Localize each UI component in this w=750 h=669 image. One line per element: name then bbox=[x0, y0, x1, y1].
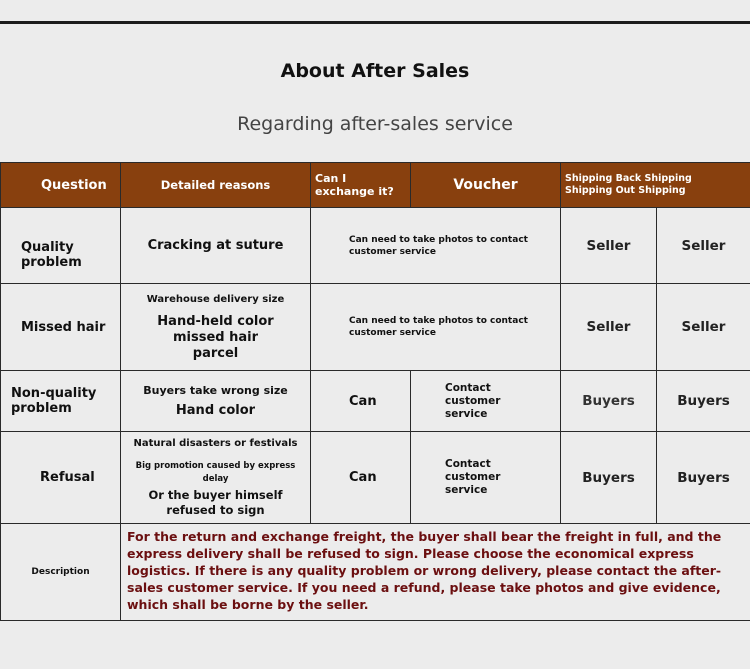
exchange-cell: Can need to take photos to contact customer service bbox=[311, 208, 561, 284]
shipping-back-cell: Seller bbox=[561, 284, 657, 371]
shipping-back-cell: Buyers bbox=[561, 432, 657, 524]
reason-text: Buyers take wrong size bbox=[143, 383, 288, 397]
question-cell: Missed hair bbox=[1, 284, 121, 371]
reason-text: Or the buyer himself refused to sign bbox=[148, 488, 283, 517]
table-header-row bbox=[1, 163, 750, 208]
after-sales-table bbox=[0, 162, 750, 621]
reasons-cell bbox=[121, 284, 311, 371]
reason-text: Natural disasters or festivals bbox=[133, 438, 298, 449]
reason-text: Cracking at suture bbox=[147, 237, 284, 253]
exchange-cell: Can bbox=[311, 432, 411, 524]
table-row bbox=[1, 208, 750, 284]
reasons-cell bbox=[121, 208, 311, 284]
question-cell: Non-quality problem bbox=[1, 371, 121, 432]
table-row bbox=[1, 371, 750, 432]
shipping-out-cell: Seller bbox=[657, 284, 750, 371]
reason-text: Hand-held color missed hair parcel bbox=[157, 313, 274, 361]
column-header-voucher: Voucher bbox=[411, 163, 561, 208]
table-row bbox=[1, 432, 750, 524]
voucher-cell: Contact customer service bbox=[411, 371, 561, 432]
description-text: For the return and exchange freight, the buyer shall bear the freight in full, and the express delivery shall be refused to sign. Please choose the economical express logistics. If there is any quality problem or wrong delivery, please contact the after-sales customer service. If you need a refund, please take photos and give evidence, which shall be borne by the seller. bbox=[121, 524, 750, 621]
reason-text: Hand color bbox=[175, 402, 256, 418]
description-label: Description bbox=[1, 524, 121, 621]
exchange-cell: Can need to take photos to contact customer service bbox=[311, 284, 561, 371]
shipping-back-cell: Seller bbox=[561, 208, 657, 284]
reason-text: Warehouse delivery size bbox=[146, 293, 285, 305]
column-header-question: Question bbox=[1, 163, 121, 208]
question-cell: Refusal bbox=[1, 432, 121, 524]
shipping-out-cell: Seller bbox=[657, 208, 750, 284]
shipping-out-cell: Buyers bbox=[657, 432, 750, 524]
page-title: About After Sales bbox=[280, 60, 470, 82]
exchange-cell: Can bbox=[311, 371, 411, 432]
column-header-exchange: Can I exchange it? bbox=[311, 163, 411, 208]
reasons-cell bbox=[121, 432, 311, 524]
shipping-back-cell: Buyers bbox=[561, 371, 657, 432]
column-header-shipping: Shipping Back Shipping Shipping Out Shipping bbox=[561, 163, 750, 208]
table-row bbox=[1, 284, 750, 371]
description-row bbox=[1, 524, 750, 621]
shipping-out-cell: Buyers bbox=[657, 371, 750, 432]
top-divider bbox=[0, 21, 750, 24]
question-cell: Quality problem bbox=[1, 208, 121, 284]
page-subtitle: Regarding after-sales service bbox=[237, 113, 513, 135]
column-header-reasons: Detailed reasons bbox=[121, 163, 311, 208]
voucher-cell: Contact customer service bbox=[411, 432, 561, 524]
reasons-cell bbox=[121, 371, 311, 432]
reason-text: Big promotion caused by express delay bbox=[135, 461, 296, 484]
